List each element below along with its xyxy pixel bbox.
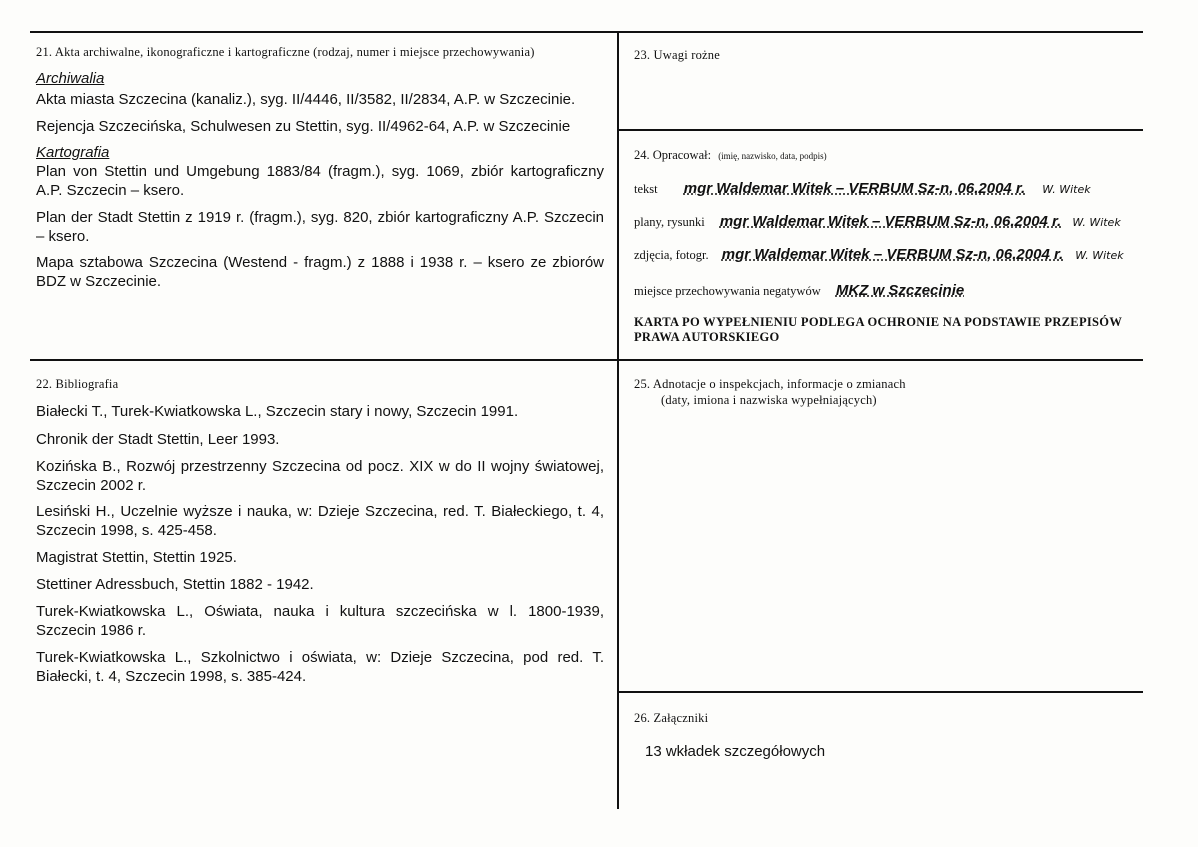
- negatives-row: [634, 282, 964, 299]
- bibliography-item: Kozińska B., Rozwój przestrzenny Szczecina od pocz. XIX w do II wojny światowej, Szczecin 2002 r.: [36, 458, 604, 494]
- author-row-value: mgr Waldemar Witek – VERBUM Sz-n, 06.2004 r.: [683, 180, 1026, 197]
- kartografia-item: Plan von Stettin und Umgebung 1883/84 (fragm.), syg. 1069, zbiór kartograficzny A.P. Szczecin – ksero.: [36, 163, 604, 199]
- archiwalia-heading: Archiwalia: [36, 70, 105, 87]
- negatives-value: MKZ w Szczecinie: [835, 282, 965, 299]
- bibliography-item: Turek-Kwiatkowska L., Oświata, nauka i kultura szczecińska w l. 1800-1939, Szczecin 1986 r.: [36, 603, 604, 639]
- bibliography-item: Stettiner Adressbuch, Stettin 1882 - 1942.: [36, 576, 314, 593]
- section-24-title-note: (imię, nazwisko, data, podpis): [718, 151, 827, 161]
- author-row-text: [634, 180, 1091, 197]
- top-border: [30, 31, 1143, 33]
- bibliography-item: Białecki T., Turek-Kwiatkowska L., Szczecin stary i nowy, Szczecin 1991.: [36, 403, 519, 420]
- author-row-label: zdjęcia, fotogr.: [634, 248, 709, 262]
- copyright-notice-1: KARTA PO WYPEŁNIENIU PODLEGA OCHRONIE NA PODSTAWIE PRZEPISÓW: [634, 315, 1123, 329]
- section-26-title: 26. Załączniki: [634, 711, 709, 725]
- row-divider-left: [30, 359, 618, 361]
- row-divider-right-1: [618, 129, 1143, 131]
- author-row-label: plany, rysunki: [634, 215, 705, 229]
- author-row-label: tekst: [634, 182, 658, 196]
- bibliography-item: Lesiński H., Uczelnie wyższe i nauka, w: Dzieje Szczecina, red. T. Białeckiego, t. 4, Szczecin 1998, s. 425-458.: [36, 503, 604, 539]
- archiwalia-item: Akta miasta Szczecina (kanaliz.), syg. II/4446, II/3582, II/2834, A.P. w Szczecinie.: [36, 91, 576, 108]
- section-25-subtitle: (daty, imiona i nazwiska wypełniających): [661, 393, 877, 407]
- kartografia-item: Plan der Stadt Stettin z 1919 r. (fragm.), syg. 820, zbiór kartograficzny A.P. Szczecin – ksero.: [36, 209, 604, 245]
- section-24-title: [634, 148, 827, 163]
- section-25-title: 25. Adnotacje o inspekcjach, informacje o zmianach: [634, 377, 906, 391]
- kartografia-heading: Kartografia: [36, 144, 110, 161]
- section-22-title: 22. Bibliografia: [36, 377, 119, 391]
- bibliography-item: Chronik der Stadt Stettin, Leer 1993.: [36, 431, 280, 448]
- author-row-value: mgr Waldemar Witek – VERBUM Sz-n, 06.2004 r.: [719, 213, 1062, 230]
- kartografia-item: Mapa sztabowa Szczecina (Westend - fragm.) z 1888 i 1938 r. – ksero ze zbiorów BDZ w Szczecinie.: [36, 254, 604, 290]
- author-row-plans: [634, 213, 1121, 230]
- signature: W. Witek: [1075, 249, 1124, 262]
- signature: W. Witek: [1042, 183, 1091, 196]
- copyright-notice-2: PRAWA AUTORSKIEGO: [634, 330, 780, 344]
- signature: W. Witek: [1072, 216, 1121, 229]
- row-divider-right-3: [618, 691, 1143, 693]
- author-row-photos: [634, 246, 1124, 263]
- negatives-label: miejsce przechowywania negatywów: [634, 284, 821, 298]
- section-24-title-text: 24. Opracował:: [634, 148, 712, 162]
- attachments-value: 13 wkładek szczegółowych: [645, 743, 826, 760]
- row-divider-right-2: [618, 359, 1143, 361]
- section-21-title: 21. Akta archiwalne, ikonograficzne i kartograficzne (rodzaj, numer i miejsce przechowywania): [36, 45, 535, 59]
- section-23-title: 23. Uwagi rożne: [634, 48, 720, 62]
- archiwalia-item: Rejencja Szczecińska, Schulwesen zu Stettin, syg. II/4962-64, A.P. w Szczecinie: [36, 118, 571, 135]
- bibliography-item: Turek-Kwiatkowska L., Szkolnictwo i oświata, w: Dzieje Szczecina, pod red. T. Białecki, t. 4, Szczecin 1998, s. 385-424.: [36, 649, 604, 685]
- author-row-value: mgr Waldemar Witek – VERBUM Sz-n, 06.2004 r.: [721, 246, 1064, 263]
- bibliography-item: Magistrat Stettin, Stettin 1925.: [36, 549, 237, 566]
